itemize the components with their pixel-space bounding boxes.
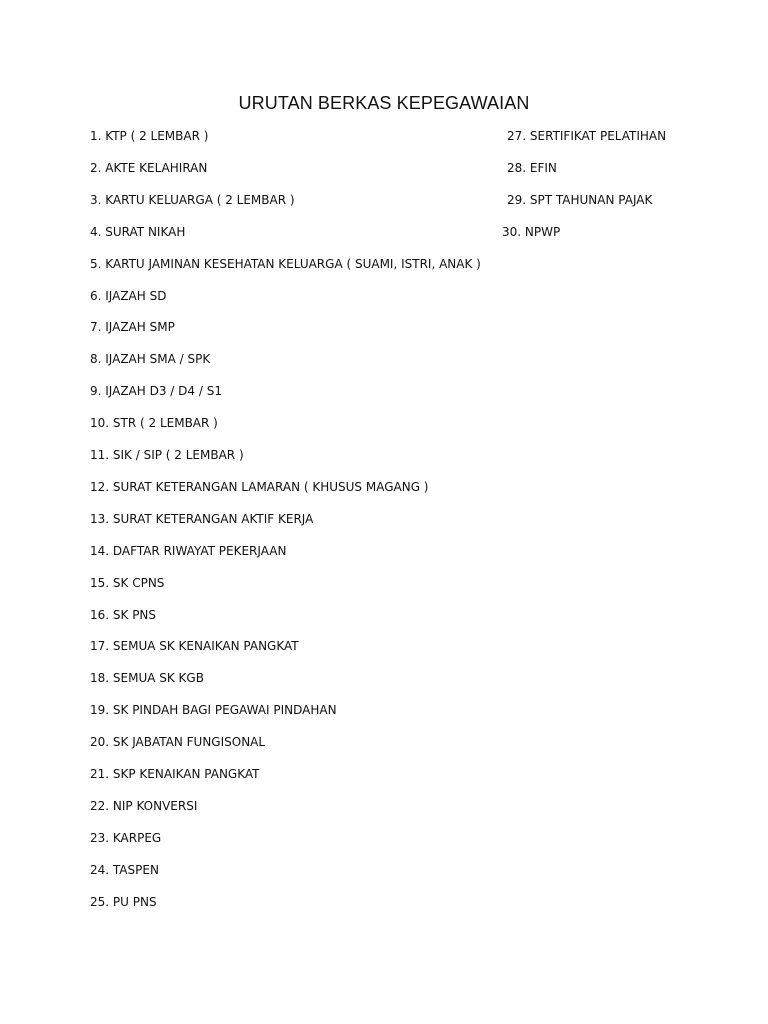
list-item: 23. KARPEG xyxy=(90,830,162,845)
list-item: 7. IJAZAH SMP xyxy=(90,320,175,335)
list-item: 15. SK CPNS xyxy=(90,575,165,590)
list-item: 29. SPT TAHUNAN PAJAK xyxy=(507,192,653,207)
list-item: 19. SK PINDAH BAGI PEGAWAI PINDAHAN xyxy=(90,703,337,718)
document-title: URUTAN BERKAS KEPEGAWAIAN xyxy=(238,93,530,113)
list-item: 25. PU PNS xyxy=(90,894,157,909)
list-item: 13. SURAT KETERANGAN AKTIF KERJA xyxy=(90,511,314,526)
list-item: 5. KARTU JAMINAN KESEHATAN KELUARGA ( SUAMI, ISTRI, ANAK ) xyxy=(90,256,481,271)
list-item: 21. SKP KENAIKAN PANGKAT xyxy=(90,767,260,781)
list-item: 3. KARTU KELUARGA ( 2 LEMBAR ) xyxy=(90,192,295,207)
list-item: 10. STR ( 2 LEMBAR ) xyxy=(90,416,218,431)
list-item: 18. SEMUA SK KGB xyxy=(90,671,204,686)
list-item: 9. IJAZAH D3 / D4 / S1 xyxy=(90,384,222,399)
list-item: 4. SURAT NIKAH xyxy=(90,224,186,239)
list-item: 27. SERTIFIKAT PELATIHAN xyxy=(507,129,667,143)
list-item: 12. SURAT KETERANGAN LAMARAN ( KHUSUS MAGANG ) xyxy=(90,479,429,494)
list-item: 11. SIK / SIP ( 2 LEMBAR ) xyxy=(90,448,244,462)
list-item: 8. IJAZAH SMA / SPK xyxy=(90,352,211,367)
list-item: 1. KTP ( 2 LEMBAR ) xyxy=(90,129,209,143)
list-item: 2. AKTE KELAHIRAN xyxy=(90,160,208,175)
list-item: 20. SK JABATAN FUNGISONAL xyxy=(90,735,266,750)
list-item: 28. EFIN xyxy=(507,160,557,175)
list-item: 14. DAFTAR RIWAYAT PEKERJAAN xyxy=(90,543,287,558)
list-item: 16. SK PNS xyxy=(90,607,157,622)
list-item: 22. NIP KONVERSI xyxy=(90,798,198,813)
list-item: 6. IJAZAH SD xyxy=(90,288,167,303)
list-item: 24. TASPEN xyxy=(90,862,159,877)
list-item: 17. SEMUA SK KENAIKAN PANGKAT xyxy=(90,639,299,654)
list-item: 30. NPWP xyxy=(502,224,561,239)
